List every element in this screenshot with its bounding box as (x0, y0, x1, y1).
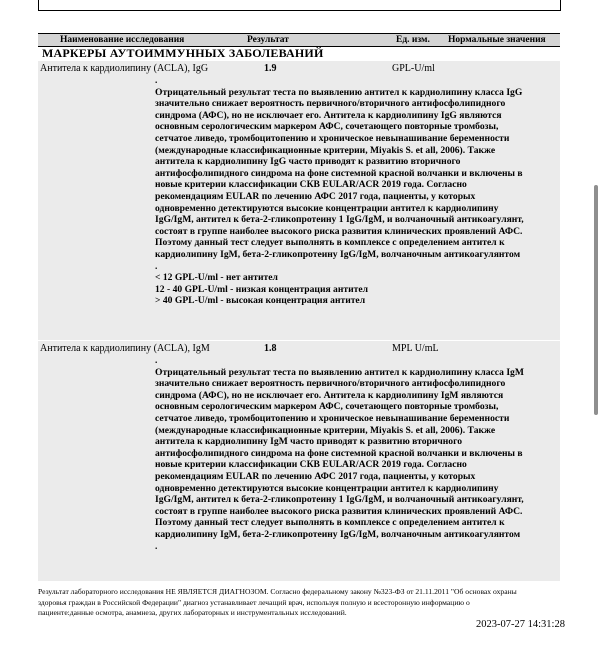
comment-line: состоят в группе наиболее высокого риска развития клинических проявлений АФС. (155, 225, 523, 237)
header-unit: Ед. изм. (396, 35, 430, 45)
comment-line: новые критерии классификации СКВ EULAR/ACR 2019 года. Согласно (155, 179, 467, 191)
comment-line: антифосфолипидного синдрома на фоне системной красной волчанки и включены в (155, 167, 523, 179)
comment-line: синдрома (АФС), но не исключает его. Антитела к кардиолипину IgM являются (155, 389, 504, 401)
test-comment-igg (155, 75, 560, 307)
header-name: Наименование исследования (60, 35, 185, 45)
comment-line: значительно снижает вероятность первичного/вторичного антифосфолипидного (155, 98, 506, 110)
comment-bullet: . (155, 540, 158, 552)
comment-line: (международные классификационные критерии, Miyakis S. et all, 2006). Также (155, 144, 496, 156)
comment-line: синдрома (АФС), но не исключает его. Антитела к кардиолипину IgG являются (155, 109, 502, 121)
test-name-igg: Антитела к кардиолипину (ACLA), IgG (40, 63, 209, 74)
section-title: МАРКЕРЫ АУТОИММУННЫХ ЗАБОЛЕВАНИЙ (42, 46, 324, 60)
comment-line: антифосфолипидного синдрома на фоне системной красной волчанки и включены в (155, 447, 523, 459)
comment-line: IgG/IgM, антител к бета-2-гликопротеину 1 IgG/IgM, и волчаночный антикоагулянт, (155, 214, 524, 226)
comment-line: основным серологическим маркером АФС, сочетающего повторные тромбозы, (155, 401, 499, 413)
comment-line: (международные классификационные критерии, Miyakis S. et all, 2006). Также (155, 424, 496, 436)
comment-line: Отрицательный результат теста по выявлению антител к кардиолипину класса IgG (155, 86, 523, 98)
comment-line: Отрицательный результат теста по выявлению антител к кардиолипину класса IgM (155, 366, 524, 378)
comment-line: сетчатое ливедо, тромбоцитопению и хроническое невынашивание беременности (155, 132, 510, 144)
comment-line: основным серологическим маркером АФС, сочетающего повторные тромбозы, (155, 121, 499, 133)
comment-line: кардиолипину IgM, бета-2-гликопротеину IgG/IgM, волчаночным антикоагулянтом (155, 248, 521, 260)
header-normal: Нормальные значения (448, 35, 546, 45)
comment-line: IgG/IgM, антител к бета-2-гликопротеину 1 IgG/IgM, и волчаночный антикоагулянт, (155, 494, 524, 506)
comment-line: одновременно детектируются высокие концентрации антител к кардиолипину (155, 202, 499, 214)
disclaimer-line: Результат лабораторного исследования НЕ ЯВЛЯЕТСЯ ДИАГНОЗОМ. Согласно федеральному закону №323-ФЗ от 21.11.2011 "Об основах охраны (38, 587, 517, 596)
table-header (38, 33, 560, 47)
comment-bullet: . (155, 75, 158, 86)
test-name-igm: Антитела к кардиолипину (ACLA), IgM (40, 343, 210, 354)
reference-range-line: < 12 GPL-U/ml - нет антител (155, 272, 278, 284)
comment-line: Поэтому данный тест следует выполнять в комплексе с определением антител к (155, 517, 505, 529)
comment-line: антитела к кардиолипину IgM часто приводят к развитию вторичного (155, 436, 463, 448)
vertical-scrollbar[interactable] (594, 185, 598, 415)
disclaimer-line: здоровья граждан в Российской Федерации" диагноз устанавливает лечащий врач, используя полную и всесторонную информацию о (38, 597, 470, 607)
comment-line: рекомендациям EULAR по лечению АФС 2017 года, пациенты, у которых (155, 190, 476, 202)
test-unit-igm: MPL U/mL (392, 343, 439, 354)
comment-line: антитела к кардиолипину IgG часто приводят к развитию вторичного (155, 156, 461, 168)
report-timestamp: 2023-07-27 14:31:28 (476, 619, 565, 630)
comment-line: Поэтому данный тест следует выполнять в комплексе с определением антител к (155, 237, 505, 249)
comment-line: одновременно детектируются высокие концентрации антител к кардиолипину (155, 482, 499, 494)
comment-line: значительно снижает вероятность первичного/вторичного антифосфолипидного (155, 378, 506, 390)
test-unit-igg: GPL-U/ml (392, 63, 435, 74)
previous-section-frame (38, 0, 561, 11)
comment-line: сетчатое ливедо, тромбоцитопению и хроническое невынашивание беременности (155, 412, 510, 424)
test-result-igm: 1.8 (264, 343, 277, 354)
comment-bullet: . (155, 260, 158, 272)
header-result: Результат (247, 35, 289, 45)
comment-line: состоят в группе наиболее высокого риска развития клинических проявлений АФС. (155, 505, 523, 517)
legal-disclaimer (38, 587, 560, 619)
disclaimer-line: пациенте:данные осмотра, анамнеза, других лабораторных и инструментальных исследований. (38, 608, 347, 617)
reference-range-line: > 40 GPL-U/ml - высокая концентрация антител (155, 295, 366, 307)
comment-bullet: . (155, 355, 158, 366)
test-comment-igm (155, 355, 560, 552)
comment-line: кардиолипину IgM, бета-2-гликопротеину IgG/IgM, волчаночным антикоагулянтом (155, 528, 521, 540)
comment-line: новые критерии классификации СКВ EULAR/ACR 2019 года. Согласно (155, 459, 467, 471)
comment-line: рекомендациям EULAR по лечению АФС 2017 года, пациенты, у которых (155, 470, 476, 482)
test-result-igg: 1.9 (264, 63, 277, 74)
reference-range-line: 12 - 40 GPL-U/ml - низкая концентрация антител (155, 283, 368, 295)
